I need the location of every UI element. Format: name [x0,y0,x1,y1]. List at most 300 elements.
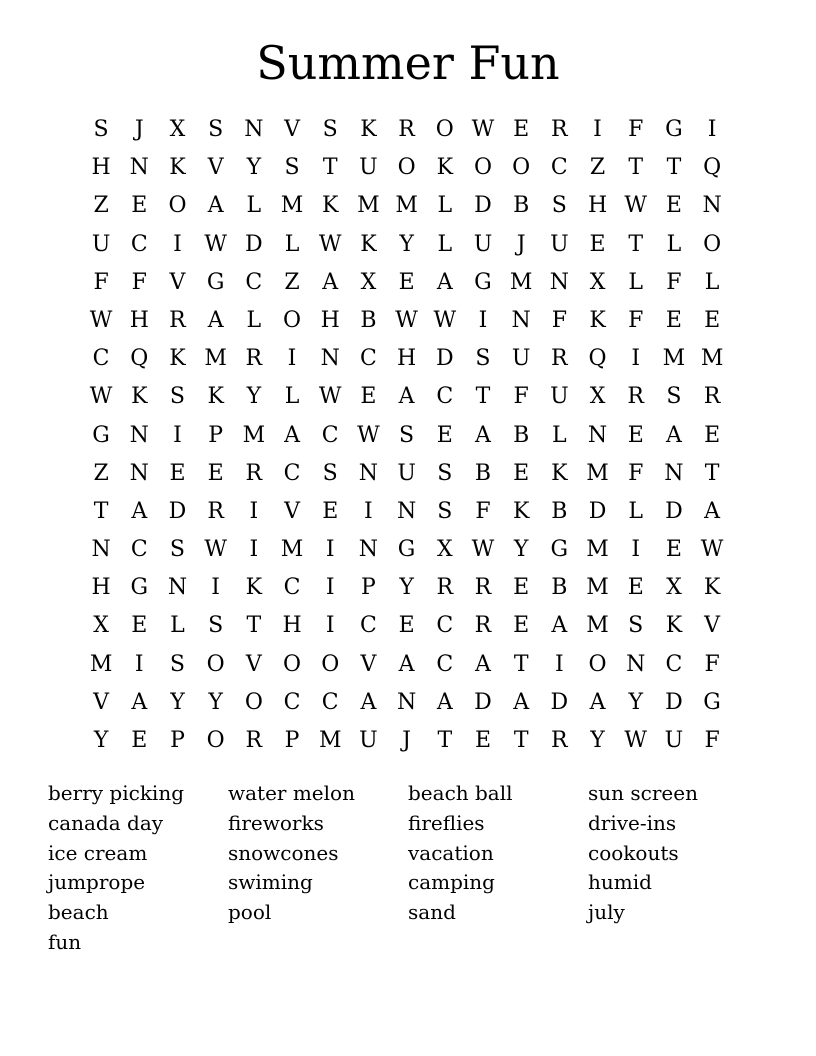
grid-letter: S [208,117,224,142]
grid-letter: U [397,460,416,486]
grid-letter: M [204,346,227,372]
grid-letter: M [586,537,609,563]
grid-letter: K [589,307,606,333]
grid-letter: H [282,613,302,639]
grid-letter: M [662,346,686,372]
grid-letter: L [437,193,453,219]
grid-letter: E [513,575,530,601]
grid-letter: D [588,498,607,524]
grid-letter: N [396,689,417,715]
grid-letter: E [436,422,453,448]
grid-letter: E [169,460,186,486]
grid-letter: W [471,537,495,563]
grid-letter: S [666,384,682,410]
grid-letter: N [396,498,417,524]
grid-letter: S [551,193,567,219]
word-list-item: fireworks [228,810,324,835]
grid-letter: F [93,269,109,295]
grid-letter: L [246,307,262,333]
grid-letter: B [360,307,377,333]
grid-letter: I [593,117,602,142]
grid-letter: R [474,613,492,639]
grid-letter: X [666,575,682,601]
word-search-grid [82,111,731,760]
grid-letter: K [512,498,530,524]
grid-letter: V [169,269,186,295]
grid-letter: C [130,537,148,563]
grid-letter: Y [399,231,414,257]
grid-letter: R [627,384,644,410]
grid-letter: Q [130,346,149,372]
grid-letter: W [624,728,648,753]
word-list-item: swiming [228,870,313,895]
grid-letter: A [207,193,224,219]
grid-letter: T [437,728,453,753]
grid-letter: Z [284,269,300,295]
grid-letter: R [551,346,568,372]
grid-letter: I [554,651,564,677]
grid-letter: C [550,155,568,181]
grid-letter: K [436,155,453,181]
grid-letter: O [168,193,187,219]
grid-letter: G [474,269,492,295]
grid-letter: I [325,537,335,563]
grid-letter: D [474,193,492,219]
grid-letter: R [551,117,568,142]
word-list-item: fun [48,929,82,954]
grid-letter: G [92,422,110,448]
grid-letter: K [360,231,377,257]
grid-letter: I [707,117,717,142]
grid-letter: A [436,689,453,715]
grid-letter: I [631,537,641,563]
grid-letter: W [204,231,227,257]
grid-letter: A [475,651,491,677]
grid-letter: B [513,422,530,448]
word-list-item: beach [48,900,109,925]
grid-letter: Y [170,689,185,715]
grid-letter: J [134,117,144,142]
grid-letter: D [474,689,492,715]
grid-letter: C [321,689,339,715]
page-title: Summer Fun [256,36,560,90]
grid-letter: U [359,155,378,181]
grid-letter: T [666,155,682,181]
grid-letter: L [628,269,644,295]
grid-letter: T [246,613,262,639]
grid-letter: G [130,575,149,601]
grid-letter: K [207,384,224,410]
grid-letter: C [436,651,454,677]
grid-letter: N [129,422,149,448]
grid-letter: V [93,689,110,715]
grid-letter: E [398,269,415,295]
grid-letter: A [322,269,339,295]
word-list-item: sun screen [588,781,698,805]
grid-letter: O [206,728,225,753]
grid-letter: C [283,689,301,715]
grid-letter: S [284,155,300,181]
grid-letter: L [284,384,300,410]
grid-letter: P [361,575,376,601]
grid-letter: N [358,460,379,486]
grid-letter: T [475,384,491,410]
grid-letter: C [359,613,377,639]
grid-letter: T [322,155,338,181]
grid-letter: O [512,155,531,181]
grid-letter: W [318,384,342,410]
grid-letter: E [627,575,644,601]
grid-letter: W [433,307,457,333]
grid-letter: K [703,575,721,601]
grid-letter: S [169,537,185,563]
grid-letter: R [245,460,263,486]
grid-letter: U [550,231,569,257]
grid-letter: T [628,155,644,181]
grid-letter: S [628,613,644,639]
grid-letter: T [704,460,720,486]
word-list-item: ice cream [48,840,148,865]
grid-letter: Y [208,689,223,715]
grid-letter: A [704,498,721,524]
grid-letter: A [284,422,300,448]
grid-letter: K [551,460,568,486]
grid-letter: F [628,460,644,486]
grid-letter: O [435,117,454,142]
grid-letter: O [588,651,607,677]
grid-letter: A [436,269,453,295]
grid-letter: E [131,613,148,639]
grid-letter: U [473,231,493,257]
grid-letter: M [280,193,304,219]
grid-letter: N [358,537,379,563]
grid-letter: G [665,117,683,142]
grid-letter: M [280,537,304,563]
grid-letter: P [208,422,224,448]
grid-letter: S [437,460,453,486]
grid-letter: U [91,231,111,257]
grid-letter: W [471,117,495,142]
grid-letter: V [360,651,377,677]
grid-letter: S [322,117,338,142]
grid-letter: C [359,346,377,372]
grid-letter: K [245,575,263,601]
grid-letter: I [325,613,335,639]
word-list-item: july [588,900,625,925]
grid-letter: M [242,422,266,448]
grid-letter: H [129,307,149,333]
word-list-item: water melon [228,781,355,805]
grid-letter: S [169,651,185,677]
grid-letter: E [665,193,682,219]
grid-letter: R [436,575,454,601]
word-list-item: vacation [408,840,494,865]
grid-letter: S [169,384,185,410]
grid-letter: W [700,537,724,563]
grid-letter: I [325,575,335,601]
grid-letter: K [665,613,683,639]
grid-letter: S [437,498,453,524]
grid-letter: U [550,384,569,410]
grid-letter: N [167,575,188,601]
grid-letter: V [284,117,300,142]
word-list-item: camping [408,870,495,895]
grid-letter: O [283,307,302,333]
grid-letter: F [704,651,720,677]
grid-letter: Y [93,728,109,753]
grid-letter: F [475,498,491,524]
grid-letter: E [704,422,721,448]
grid-letter: Q [588,346,607,372]
grid-letter: G [703,689,721,715]
grid-letter: M [586,575,609,601]
grid-letter: N [702,193,722,219]
grid-letter: E [474,728,491,753]
word-list-item: sand [408,900,456,925]
grid-letter: C [436,384,454,410]
grid-letter: N [664,460,684,486]
grid-letter: S [93,117,109,142]
grid-letter: H [397,346,417,372]
grid-letter: O [321,651,340,677]
grid-letter: A [131,689,148,715]
grid-letter: D [168,498,187,524]
grid-letter: X [436,537,453,563]
grid-letter: I [249,537,259,563]
grid-letter: Y [590,728,605,753]
word-list-item: berry picking [48,781,185,805]
grid-letter: C [283,460,301,486]
grid-letter: V [704,613,721,639]
grid-letter: G [397,537,416,563]
grid-letter: A [207,307,224,333]
word-list-item: drive-ins [588,810,677,835]
grid-letter: I [173,422,182,448]
grid-letter: R [703,384,721,410]
grid-letter: E [322,498,339,524]
grid-letter: L [628,498,644,524]
grid-letter: P [284,728,300,753]
grid-letter: A [131,498,148,524]
grid-letter: L [284,231,300,257]
grid-letter: R [474,575,492,601]
grid-letter: M [586,613,609,639]
grid-letter: P [170,728,185,753]
grid-letter: D [245,231,263,257]
grid-letter: W [357,422,380,448]
grid-letter: N [511,307,531,333]
grid-letter: A [551,613,568,639]
grid-letter: N [129,155,149,181]
grid-letter: E [207,460,224,486]
grid-letter: B [551,575,568,601]
grid-letter: G [550,537,569,563]
grid-letter: W [318,231,342,257]
grid-letter: V [245,651,262,677]
word-list-item: canada day [48,810,164,835]
grid-letter: J [402,728,411,753]
grid-letter: W [89,307,113,333]
grid-letter: K [360,117,377,142]
grid-letter: F [628,307,644,333]
word-list-item: humid [588,870,652,895]
grid-letter: N [626,651,646,677]
grid-letter: R [245,728,263,753]
grid-letter: I [211,575,220,601]
grid-letter: W [395,307,418,333]
grid-letter: N [320,346,340,372]
grid-letter: A [398,651,415,677]
grid-letter: Y [628,689,643,715]
grid-letter: Z [93,460,109,486]
grid-letter: C [321,422,339,448]
grid-letter: D [665,689,683,715]
grid-letter: K [322,193,339,219]
grid-letter: I [364,498,373,524]
grid-letter: E [704,307,721,333]
grid-letter: F [666,269,682,295]
grid-letter: E [589,231,606,257]
grid-letter: Y [246,155,262,181]
grid-letter: O [703,231,722,257]
grid-letter: T [513,651,529,677]
grid-letter: Y [399,575,414,601]
grid-letter: A [589,689,606,715]
grid-letter: M [700,346,724,372]
grid-letter: B [474,460,492,486]
grid-letter: H [587,193,608,219]
grid-letter: H [320,307,340,333]
grid-letter: M [586,460,609,486]
grid-letter: R [207,498,224,524]
grid-letter: N [549,269,569,295]
grid-letter: S [208,613,224,639]
grid-letter: J [516,231,526,257]
grid-letter: U [511,346,531,372]
grid-letter: Y [513,537,529,563]
grid-letter: E [131,193,148,219]
grid-letter: V [284,498,300,524]
grid-letter: W [204,537,227,563]
grid-letter: L [170,613,185,639]
grid-letter: L [246,193,262,219]
grid-letter: C [436,613,454,639]
grid-letter: E [665,537,682,563]
grid-letter: W [89,384,113,410]
grid-letter: A [360,689,377,715]
grid-letter: O [397,155,416,181]
grid-letter: Q [703,155,722,181]
word-list-item: pool [228,900,272,925]
grid-letter: C [130,231,148,257]
grid-letter: G [206,269,225,295]
grid-letter: W [624,193,648,219]
grid-letter: H [91,575,111,601]
grid-letter: C [92,346,110,372]
grid-letter: C [245,269,263,295]
grid-letter: A [398,384,415,410]
grid-letter: I [631,346,641,372]
grid-letter: S [399,422,415,448]
grid-letter: D [665,498,683,524]
word-list-item: fireflies [408,810,485,835]
grid-letter: X [169,117,186,142]
grid-letter: E [360,384,377,410]
grid-letter: T [513,728,529,753]
grid-letter: E [513,613,530,639]
grid-letter: R [398,117,415,142]
grid-letter: M [89,651,113,677]
grid-letter: N [91,537,111,563]
grid-letter: I [478,307,488,333]
grid-letter: F [551,307,567,333]
grid-letter: E [131,728,148,753]
word-list-item: snowcones [228,840,339,865]
grid-letter: S [475,346,491,372]
grid-letter: K [169,346,186,372]
word-list-item: beach ball [408,781,513,805]
grid-letter: X [93,613,109,639]
word-list-item: jumprope [48,870,146,895]
grid-letter: M [509,269,533,295]
word-list [48,778,768,957]
grid-letter: O [206,651,225,677]
grid-letter: A [475,422,491,448]
grid-letter: H [91,155,111,181]
grid-letter: C [665,651,683,677]
grid-letter: E [513,117,530,142]
grid-letter: L [704,269,720,295]
grid-letter: T [628,231,644,257]
grid-letter: O [283,651,302,677]
grid-letter: L [552,422,567,448]
grid-letter: E [665,307,682,333]
grid-letter: F [704,728,720,753]
grid-letter: E [627,422,644,448]
grid-letter: B [551,498,568,524]
grid-letter: N [244,117,264,142]
grid-letter: I [173,231,182,257]
grid-letter: E [513,460,530,486]
grid-letter: X [360,269,377,295]
grid-letter: I [249,498,259,524]
grid-letter: U [359,728,378,753]
grid-letter: M [357,193,380,219]
grid-letter: O [244,689,263,715]
grid-letter: M [395,193,418,219]
grid-letter: I [287,346,297,372]
grid-letter: T [93,498,109,524]
grid-letter: Z [589,155,606,181]
grid-letter: L [666,231,682,257]
grid-letter: M [318,728,342,753]
grid-letter: R [551,728,568,753]
grid-letter: N [129,460,149,486]
grid-letter: U [664,728,684,753]
grid-letter: L [437,231,453,257]
grid-letter: D [550,689,569,715]
grid-letter: A [665,422,682,448]
grid-letter: O [473,155,492,181]
grid-letter: E [398,613,415,639]
grid-letter: F [513,384,529,410]
grid-letter: C [283,575,301,601]
grid-letter: V [207,155,224,181]
grid-letter: N [587,422,608,448]
grid-letter: D [435,346,454,372]
grid-letter: B [513,193,530,219]
grid-letter: Z [93,193,109,219]
